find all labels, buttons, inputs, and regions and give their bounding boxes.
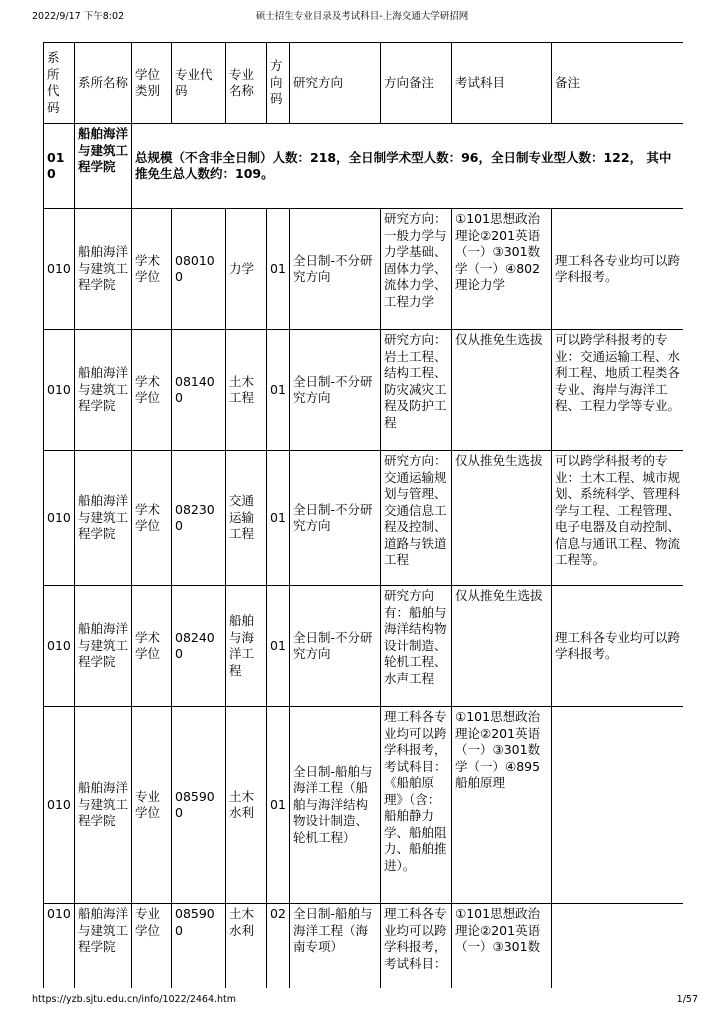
col-header-dept-name: 系所名称 <box>75 43 132 124</box>
table-row <box>44 209 684 330</box>
cell-major-code: 082300 <box>172 451 226 586</box>
cell-dept-code: 010 <box>44 904 75 989</box>
cell-degree-type: 学术学位 <box>132 586 172 707</box>
cell-research-direction: 全日制-不分研究方向 <box>290 209 381 330</box>
cell-research-direction: 全日制-不分研究方向 <box>290 330 381 451</box>
cell-major-name: 船舶与海洋工程 <box>226 586 267 707</box>
cell-dept-name: 船舶海洋与建筑工程学院 <box>75 451 132 586</box>
cell-dept-name: 船舶海洋与建筑工程学院 <box>75 904 132 989</box>
cell-dept-name: 船舶海洋与建筑工程学院 <box>75 586 132 707</box>
col-header-degree-type: 学位类别 <box>132 43 172 124</box>
cell-major-code: 082400 <box>172 586 226 707</box>
cell-remarks: 理工科各专业均可以跨学科报考。 <box>552 209 684 330</box>
cell-direction-note: 理工科各专业均可以跨学科报考，考试科目： <box>381 904 452 989</box>
cell-exam-subjects: ①101思想政治理论②201英语（一）③301数学（一）④895船舶原理 <box>452 707 552 904</box>
cell-direction-code: 01 <box>267 707 290 904</box>
cell-exam-subjects: 仅从推免生选拔 <box>452 330 552 451</box>
page-number: 1/57 <box>676 994 698 1005</box>
cell-major-name: 土木水利 <box>226 707 267 904</box>
table-row <box>44 904 684 989</box>
col-header-dept-code: 系所代码 <box>44 43 75 124</box>
cell-direction-note: 理工科各专业均可以跨学科报考，考试科目：《船舶原理》（含：船舶静力学、船舶阻力、船舶推进）。 <box>381 707 452 904</box>
cell-major-code: 085900 <box>172 904 226 989</box>
catalog-table-wrapper <box>43 42 683 988</box>
col-header-direction-note: 方向备注 <box>381 43 452 124</box>
table-row <box>44 451 684 586</box>
cell-dept-code: 010 <box>44 707 75 904</box>
cell-major-name: 土木工程 <box>226 330 267 451</box>
table-row <box>44 707 684 904</box>
cell-major-code: 081400 <box>172 330 226 451</box>
col-header-major-name: 专业名称 <box>226 43 267 124</box>
table-row <box>44 330 684 451</box>
dept-code: 010 <box>44 124 75 209</box>
dept-name: 船舶海洋与建筑工程学院 <box>75 124 132 209</box>
cell-direction-code: 01 <box>267 586 290 707</box>
cell-dept-code: 010 <box>44 330 75 451</box>
cell-dept-name: 船舶海洋与建筑工程学院 <box>75 707 132 904</box>
cell-major-code: 080100 <box>172 209 226 330</box>
cell-exam-subjects: 仅从推免生选拔 <box>452 451 552 586</box>
cell-direction-code: 02 <box>267 904 290 989</box>
cell-degree-type: 学术学位 <box>132 451 172 586</box>
cell-degree-type: 学术学位 <box>132 330 172 451</box>
col-header-research-direction: 研究方向 <box>290 43 381 124</box>
table-header-row <box>44 43 684 124</box>
cell-dept-code: 010 <box>44 209 75 330</box>
cell-research-direction: 全日制-船舶与海洋工程（船舶与海洋结构物设计制造、轮机工程） <box>290 707 381 904</box>
cell-degree-type: 学术学位 <box>132 209 172 330</box>
cell-degree-type: 专业学位 <box>132 904 172 989</box>
cell-dept-name: 船舶海洋与建筑工程学院 <box>75 209 132 330</box>
catalog-table <box>43 42 683 988</box>
cell-remarks: 可以跨学科报考的专业：土木工程、城市规划、系统科学、管理科学与工程、工程管理、电子电器及自动控制、信息与通讯工程、物流工程等。 <box>552 451 684 586</box>
cell-direction-note: 研究方向有：船舶与海洋结构物设计制造、轮机工程、水声工程 <box>381 586 452 707</box>
cell-dept-code: 010 <box>44 586 75 707</box>
cell-major-code: 085900 <box>172 707 226 904</box>
cell-direction-note: 研究方向：交通运输规划与管理、交通信息工程及控制、道路与铁道工程 <box>381 451 452 586</box>
cell-direction-code: 01 <box>267 209 290 330</box>
print-datetime: 2022/9/17 下午8:02 <box>32 11 125 22</box>
page-url[interactable]: https://yzb.sjtu.edu.cn/info/1022/2464.htm <box>32 994 237 1005</box>
col-header-exam-subjects: 考试科目 <box>452 43 552 124</box>
cell-direction-code: 01 <box>267 330 290 451</box>
cell-research-direction: 全日制-不分研究方向 <box>290 451 381 586</box>
cell-dept-code: 010 <box>44 451 75 586</box>
page-title: 硕士招生专业目录及考试科目-上海交通大学研招网 <box>255 11 469 22</box>
cell-research-direction: 全日制-船舶与海洋工程（海南专项） <box>290 904 381 989</box>
cell-degree-type: 专业学位 <box>132 707 172 904</box>
cell-research-direction: 全日制-不分研究方向 <box>290 586 381 707</box>
cell-major-name: 力学 <box>226 209 267 330</box>
cell-direction-note: 研究方向：一般力学与力学基础、固体力学、流体力学、工程力学 <box>381 209 452 330</box>
cell-dept-name: 船舶海洋与建筑工程学院 <box>75 330 132 451</box>
cell-remarks: 理工科各专业均可以跨学科报考。 <box>552 586 684 707</box>
cell-remarks <box>552 707 684 904</box>
cell-direction-note: 研究方向：岩土工程、结构工程、防灾减灾工程及防护工程 <box>381 330 452 451</box>
table-row <box>44 586 684 707</box>
dept-summary: 总规模（不含非全日制）人数：218，全日制学术型人数：96，全日制专业型人数：122， 其中推免生总人数约：109。 <box>132 124 684 209</box>
cell-remarks: 可以跨学科报考的专业：交通运输工程、水利工程、地质工程类各专业、海岸与海洋工程、工程力学等专业。 <box>552 330 684 451</box>
cell-major-name: 土木水利 <box>226 904 267 989</box>
col-header-major-code: 专业代码 <box>172 43 226 124</box>
cell-remarks <box>552 904 684 989</box>
col-header-remarks: 备注 <box>552 43 684 124</box>
col-header-direction-code: 方向码 <box>267 43 290 124</box>
cell-direction-code: 01 <box>267 451 290 586</box>
cell-exam-subjects: ①101思想政治理论②201英语（一）③301数 <box>452 904 552 989</box>
cell-major-name: 交通运输工程 <box>226 451 267 586</box>
cell-exam-subjects: 仅从推免生选拔 <box>452 586 552 707</box>
dept-summary-row <box>44 124 684 209</box>
cell-exam-subjects: ①101思想政治理论②201英语（一）③301数学（一）④802理论力学 <box>452 209 552 330</box>
